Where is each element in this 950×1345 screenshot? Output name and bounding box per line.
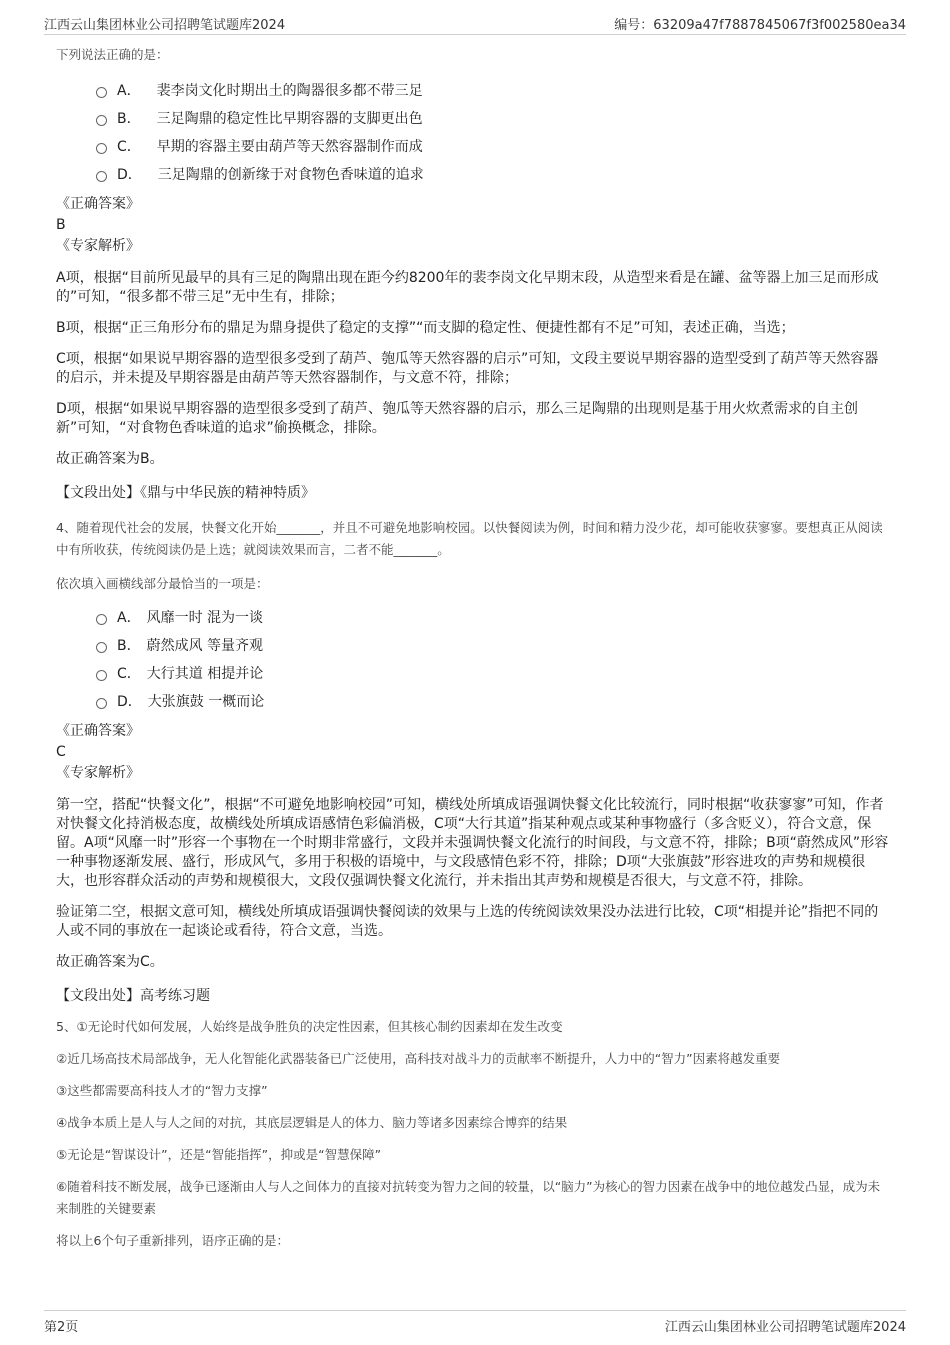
q4-source: 【文段出处】高考练习题 — [56, 988, 210, 1004]
q4-analysis-blank2: 验证第二空，根据文意可知，横线处所填成语强调快餐阅读的效果与上选的传统阅读效果没办法进行比较，C项“相提并论”指把不同的人或不同的事放在一起谈论或看待，符合文意，当选。 — [56, 904, 879, 939]
header-serial: 编号：63209a47f7887845067f3f002580ea34 — [614, 18, 906, 33]
q3-option-b[interactable]: B． 三足陶鼎的稳定性比早期容器的支脚更出色 — [96, 104, 892, 132]
q4-stem: 4、随着现代社会的发展，快餐文化开始_______，并且不可避免地影响校园。以快餐阅读为例，时间和精力没少花，却可能收获寥寥。要想真正从阅读中有所收获，传统阅读仍是上选；就阅读效果而言，二者不能_______。 — [56, 520, 883, 557]
q3-analysis-a: A项，根据“目前所见最早的具有三足的陶鼎出现在距今约8200年的裴李岗文化早期末段，从造型来看是在罐、盆等器上加三足而形成的”可知，“很多都不带三足”无中生有，排除； — [56, 270, 879, 305]
q4-answer: C — [56, 744, 66, 760]
q4-answer-label: 《正确答案》 — [56, 723, 140, 739]
q4-option-d[interactable]: D． 大张旗鼓 一概而论 — [96, 687, 892, 715]
q3-answer: B — [56, 217, 66, 233]
q3-analysis-d: D项，根据“如果说早期容器的造型很多受到了葫芦、匏瓜等天然容器的启示，那么三足陶鼎的出现则是基于用火炊煮需求的自主创新”可知，“对食物色香味道的追求”偷换概念，排除。 — [56, 401, 859, 436]
radio-icon[interactable] — [96, 115, 107, 126]
q3-options — [96, 76, 892, 188]
q3-answer-label: 《正确答案》 — [56, 196, 140, 212]
q4-option-b[interactable]: B． 蔚然成风 等量齐观 — [96, 631, 892, 659]
page-number: 第2页 — [44, 1320, 79, 1335]
q3-conclusion: 故正确答案为B。 — [56, 451, 164, 467]
footer-title: 江西云山集团林业公司招聘笔试题库2024 — [664, 1320, 906, 1335]
q3-stem: 下列说法正确的是： — [56, 47, 169, 62]
q3-analysis-c: C项，根据“如果说早期容器的造型很多受到了葫芦、匏瓜等天然容器的启示”可知，文段主要说早期容器的造型受到了葫芦等天然容器的启示，并未提及早期容器是由葫芦等天然容器制作，与文意不符，排除； — [56, 351, 879, 386]
q5-sentence-4: ④战争本质上是人与人之间的对抗，其底层逻辑是人的体力、脑力等诸多因素综合博弈的结果 — [56, 1115, 568, 1130]
q5-sentence-5: ⑤无论是“智谋设计”，还是“智能指挥”，抑或是“智慧保障” — [56, 1147, 382, 1162]
q5-sentence-2: ②近几场高技术局部战争，无人化智能化武器装备已广泛使用，高科技对战斗力的贡献率不断提升，人力中的“智力”因素将越发重要 — [56, 1051, 781, 1066]
q4-options — [96, 603, 892, 715]
header-title: 江西云山集团林业公司招聘笔试题库2024 — [44, 18, 286, 33]
q5-sentence-6: ⑥随着科技不断发展，战争已逐渐由人与人之间体力的直接对抗转变为智力之间的较量，以“脑力”为核心的智力因素在战争中的地位越发凸显，成为未来制胜的关键要素 — [56, 1179, 881, 1216]
q3-analysis-b: B项，根据“正三角形分布的鼎足为鼎身提供了稳定的支撑”“而支脚的稳定性、便捷性都有不足”可知，表述正确，当选； — [56, 320, 795, 336]
radio-icon[interactable] — [96, 642, 107, 653]
q3-source: 【文段出处】《鼎与中华民族的精神特质》 — [56, 485, 315, 501]
radio-icon[interactable] — [96, 670, 107, 681]
q3-analysis-label: 《专家解析》 — [56, 238, 140, 254]
q3-option-d[interactable]: D． 三足陶鼎的创新缘于对食物色香味道的追求 — [96, 160, 892, 188]
q3-option-c[interactable]: C． 早期的容器主要由葫芦等天然容器制作而成 — [96, 132, 892, 160]
q4-analysis-blank1: 第一空，搭配“快餐文化”，根据“不可避免地影响校园”可知，横线处所填成语强调快餐文化比较流行，同时根据“收获寥寥”可知，作者对快餐文化持消极态度，故横线处所填成语感情色彩偏消极，C项“大行其道”指某种观点或某种事物盛行（多含贬义），符合文意，保留。A项“风靡一时”形容一个事物在一个时期非常盛行，文段并未强调快餐文化流行的时间段，与文意不符，排除；B项“蔚然成风”形容一种事物逐渐发展、盛行，形成风气，多用于积极的语境中，与文段感情色彩不符，排除；D项“大张旗鼓”形容进攻的声势和规模很大，也形容群众活动的声势和规模很大，文段仅强调快餐文化流行，并未指出其声势和规模是否很大，与文意不符，排除。 — [56, 797, 889, 889]
radio-icon[interactable] — [96, 614, 107, 625]
q4-analysis-label: 《专家解析》 — [56, 765, 140, 781]
q4-conclusion: 故正确答案为C。 — [56, 954, 164, 970]
q4-option-c[interactable]: C． 大行其道 相提并论 — [96, 659, 892, 687]
q4-prompt: 依次填入画横线部分最恰当的一项是： — [56, 576, 269, 591]
q5-prompt: 将以上6个句子重新排列，语序正确的是： — [56, 1233, 289, 1248]
q5-sentence-1: 5、①无论时代如何发展，人始终是战争胜负的决定性因素，但其核心制约因素却在发生改变 — [56, 1019, 563, 1034]
page-header — [44, 12, 906, 35]
q4-option-a[interactable]: A． 风靡一时 混为一谈 — [96, 603, 892, 631]
page-footer — [44, 1310, 906, 1335]
radio-icon[interactable] — [96, 87, 107, 98]
q5-sentence-3: ③这些都需要高科技人才的“智力支撑” — [56, 1083, 268, 1098]
radio-icon[interactable] — [96, 143, 107, 154]
q3-option-a[interactable]: A． 裴李岗文化时期出土的陶器很多都不带三足 — [96, 76, 892, 104]
page-content — [56, 44, 892, 1252]
radio-icon[interactable] — [96, 171, 107, 182]
radio-icon[interactable] — [96, 698, 107, 709]
